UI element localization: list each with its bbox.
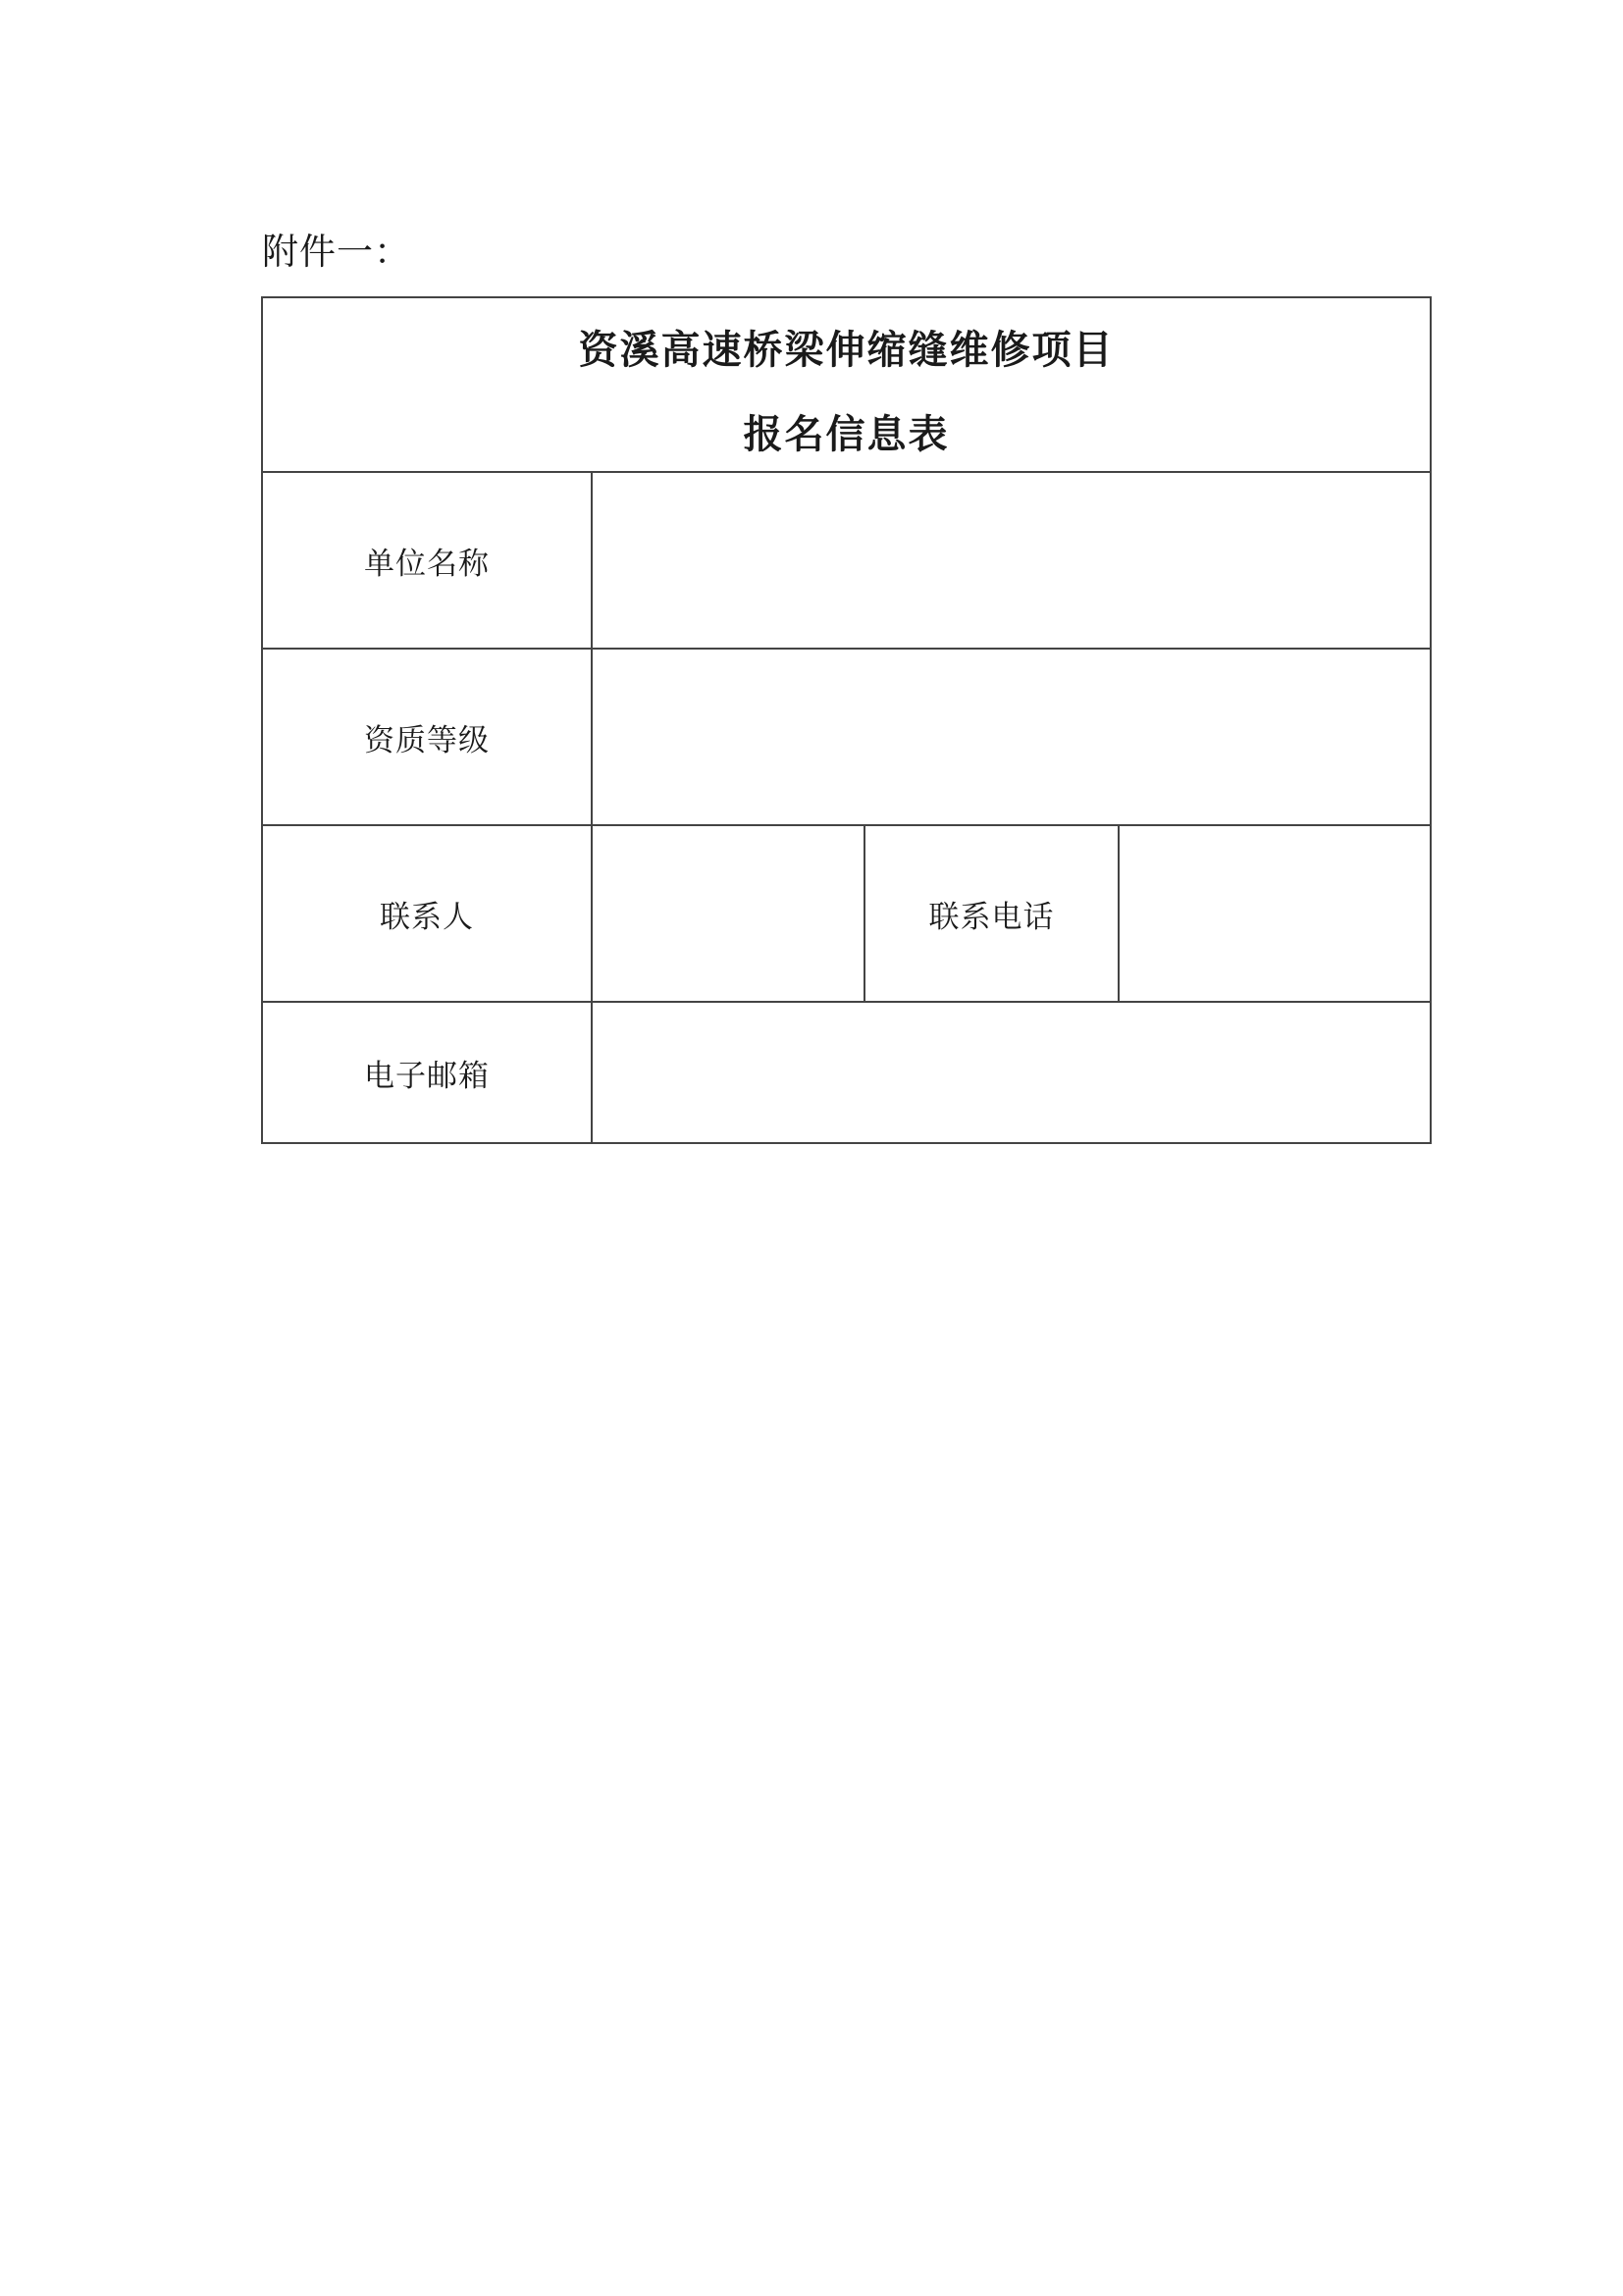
- contact-phone-label: 联系电话: [865, 826, 1120, 1001]
- contact-phone-field[interactable]: [1120, 826, 1430, 1001]
- attachment-label: 附件一：: [262, 231, 411, 273]
- qualification-label: 资质等级: [263, 650, 593, 824]
- email-row: [263, 1003, 1430, 1142]
- email-label: 电子邮箱: [263, 1003, 593, 1142]
- email-field[interactable]: [593, 1003, 1430, 1142]
- form-title: 资溪高速桥梁伸缩缝维修项目: [578, 328, 1115, 373]
- registration-form-table: [261, 296, 1432, 1144]
- contact-person-field[interactable]: [593, 826, 865, 1001]
- form-subtitle: 报名信息表: [743, 412, 950, 457]
- contact-person-label: 联系人: [263, 826, 593, 1001]
- form-title-block: [263, 298, 1430, 473]
- contact-row: [263, 826, 1430, 1003]
- company-name-field[interactable]: [593, 473, 1430, 648]
- company-name-label: 单位名称: [263, 473, 593, 648]
- qualification-field[interactable]: [593, 650, 1430, 824]
- qualification-row: [263, 650, 1430, 826]
- company-name-row: [263, 473, 1430, 650]
